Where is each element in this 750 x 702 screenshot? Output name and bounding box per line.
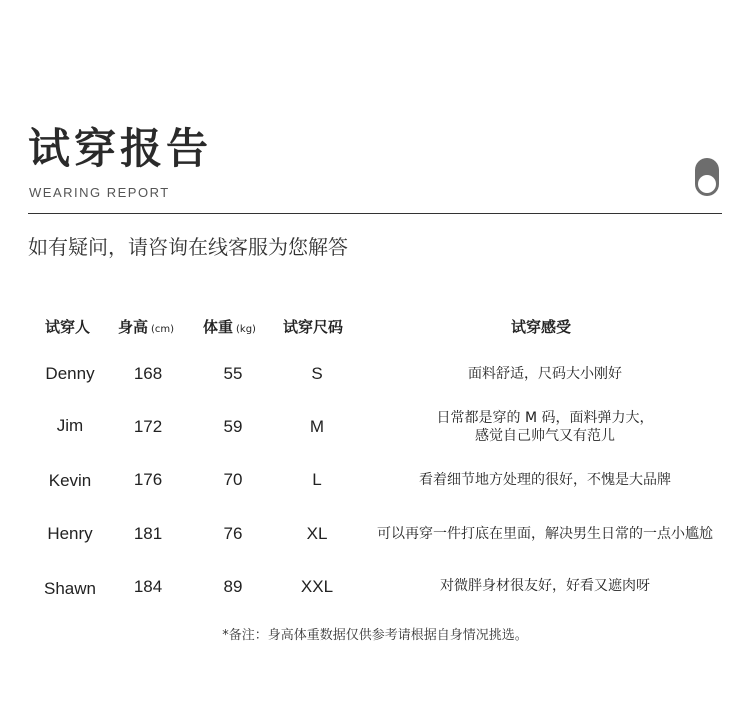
tester-height: 176	[133, 470, 163, 489]
tester-size: XXL	[300, 577, 334, 596]
header-divider	[28, 213, 722, 214]
column-header-feedback	[511, 316, 571, 336]
feedback-line: 感觉自己帅气又有范儿	[474, 428, 615, 444]
column-header-unit: (kg)	[236, 324, 256, 335]
tester-weight: 59	[223, 417, 243, 436]
footnote: *备注：身高体重数据仅供参考请根据自身情况挑选。	[222, 628, 528, 643]
toggle-switch-icon	[695, 158, 719, 196]
tester-name: Denny	[45, 364, 95, 383]
tester-weight: 76	[223, 524, 243, 543]
feedback-line: 面料舒适，尺码大小刚好	[468, 366, 622, 382]
toggle-knob	[698, 175, 716, 193]
column-header-height	[118, 316, 174, 336]
tester-feedback	[437, 409, 654, 445]
tester-weight: 89	[223, 577, 243, 596]
tester-weight: 70	[223, 470, 243, 489]
tagline: 如有疑问，请咨询在线客服为您解答	[28, 235, 348, 259]
column-header-label: 体重	[203, 318, 234, 336]
tester-height: 181	[133, 524, 163, 543]
column-header-label: 试穿尺码	[283, 318, 344, 336]
tester-name: Kevin	[48, 471, 92, 490]
tester-size: L	[312, 470, 322, 489]
feedback-line: 看着细节地方处理的很好，不愧是大品牌	[419, 472, 671, 488]
tester-weight: 55	[223, 364, 243, 383]
tester-name: Jim	[56, 416, 84, 435]
column-header-tester	[45, 316, 90, 336]
tester-feedback	[377, 525, 713, 543]
tester-size: XL	[306, 524, 328, 543]
column-header-weight	[203, 316, 256, 336]
page-title: 试穿报告	[28, 124, 213, 173]
tester-feedback	[419, 471, 671, 489]
tester-feedback	[468, 365, 622, 383]
column-header-label: 身高	[118, 318, 149, 336]
page-subtitle: WEARING REPORT	[29, 185, 170, 200]
column-header-label: 试穿人	[45, 318, 91, 336]
tester-height: 168	[133, 364, 163, 383]
column-header-size	[283, 316, 343, 336]
tester-feedback	[440, 577, 650, 595]
feedback-line: 对微胖身材很友好，好看又遮肉呀	[440, 578, 650, 594]
tester-size: M	[309, 417, 325, 436]
tester-height: 184	[133, 577, 163, 596]
column-header-label: 试穿感受	[511, 318, 572, 336]
feedback-line: 可以再穿一件打底在里面，解决男生日常的一点小尴尬	[377, 526, 713, 542]
tester-name: Henry	[47, 524, 93, 543]
tester-name: Shawn	[44, 579, 96, 598]
tester-height: 172	[133, 417, 163, 436]
column-header-unit: (cm)	[151, 324, 175, 335]
feedback-line: 日常都是穿的 M 码，面料弹力大，	[436, 410, 654, 426]
tester-size: S	[311, 364, 323, 383]
